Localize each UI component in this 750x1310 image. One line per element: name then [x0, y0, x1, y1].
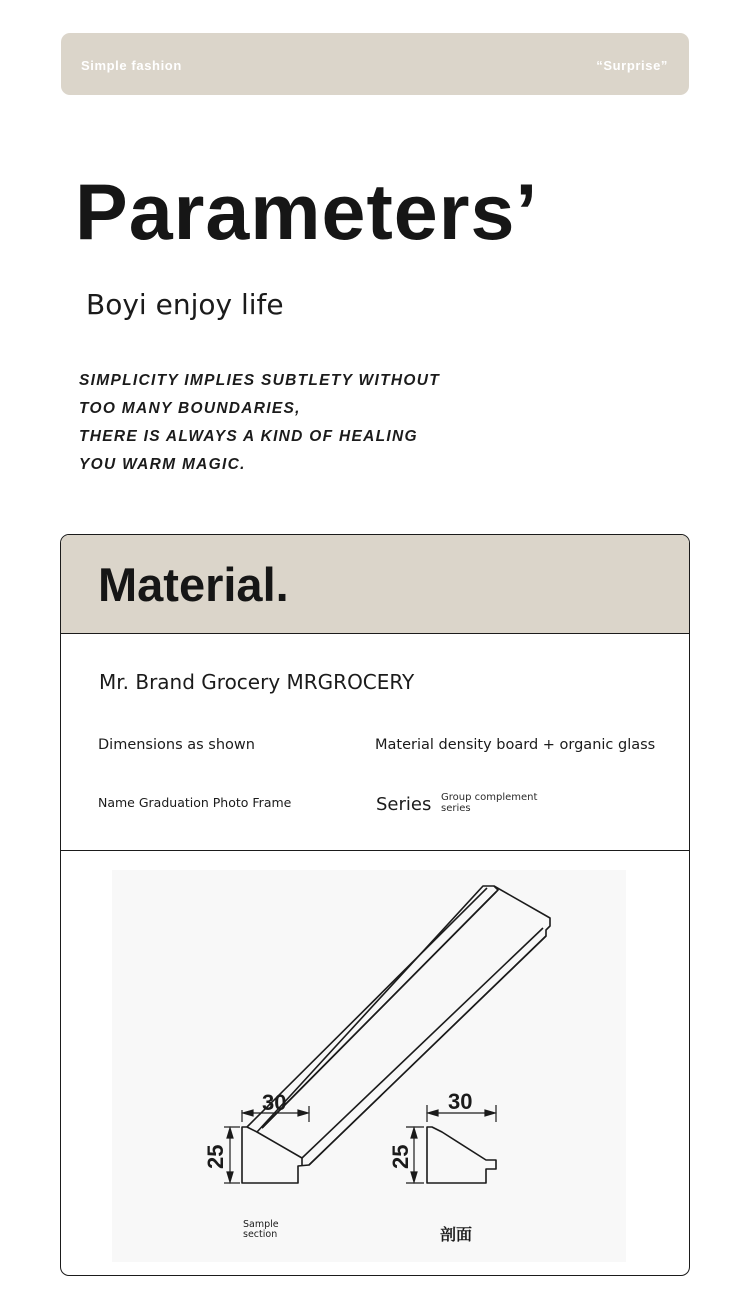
name-text: Name Graduation Photo Frame [98, 795, 292, 810]
width-dimension-right: 30 [448, 1089, 473, 1114]
quote-line: YOU WARM MAGIC. [79, 456, 246, 473]
page-title: Parameters’ [75, 167, 539, 256]
quote-block [79, 370, 440, 482]
material-text: Material density board + organic glass [375, 737, 656, 753]
quote-line: SIMPLICITY IMPLIES SUBTLETY WITHOUT [79, 372, 440, 389]
series-note-line: Group complement [441, 792, 538, 803]
banner-left-text: Simple fashion [81, 58, 182, 73]
frame-profile-diagram [112, 870, 626, 1262]
moulding-edge [257, 1132, 302, 1166]
top-banner [61, 33, 689, 95]
moulding-outline [242, 886, 550, 1183]
sample-section-label [243, 1220, 279, 1240]
height-dimension-right: 25 [388, 1144, 413, 1169]
section-label: 剖面 [440, 1225, 473, 1244]
series-note [441, 792, 537, 814]
width-dimension-left: 30 [262, 1090, 287, 1115]
banner-right-text: “Surprise” [596, 58, 668, 73]
material-title: Material. [98, 558, 289, 611]
brand-text: Mr. Brand Grocery MRGROCERY [99, 670, 415, 694]
sample-label-line: section [243, 1229, 278, 1240]
material-info [61, 634, 689, 851]
dimensions-text: Dimensions as shown [98, 737, 255, 753]
frame-profile-drawing [112, 870, 626, 1262]
quote-line: THERE IS ALWAYS A KIND OF HEALING [79, 428, 418, 445]
sample-label-line: Sample [243, 1219, 279, 1230]
series-label: Series [376, 794, 432, 815]
height-dimension-left: 25 [203, 1144, 228, 1169]
material-header [61, 535, 689, 634]
series-note-line: series [441, 803, 471, 814]
quote-line: TOO MANY BOUNDARIES, [79, 400, 301, 417]
material-card [60, 534, 690, 1276]
section-outline [427, 1127, 496, 1183]
page-subtitle: Boyi enjoy life [86, 288, 284, 321]
